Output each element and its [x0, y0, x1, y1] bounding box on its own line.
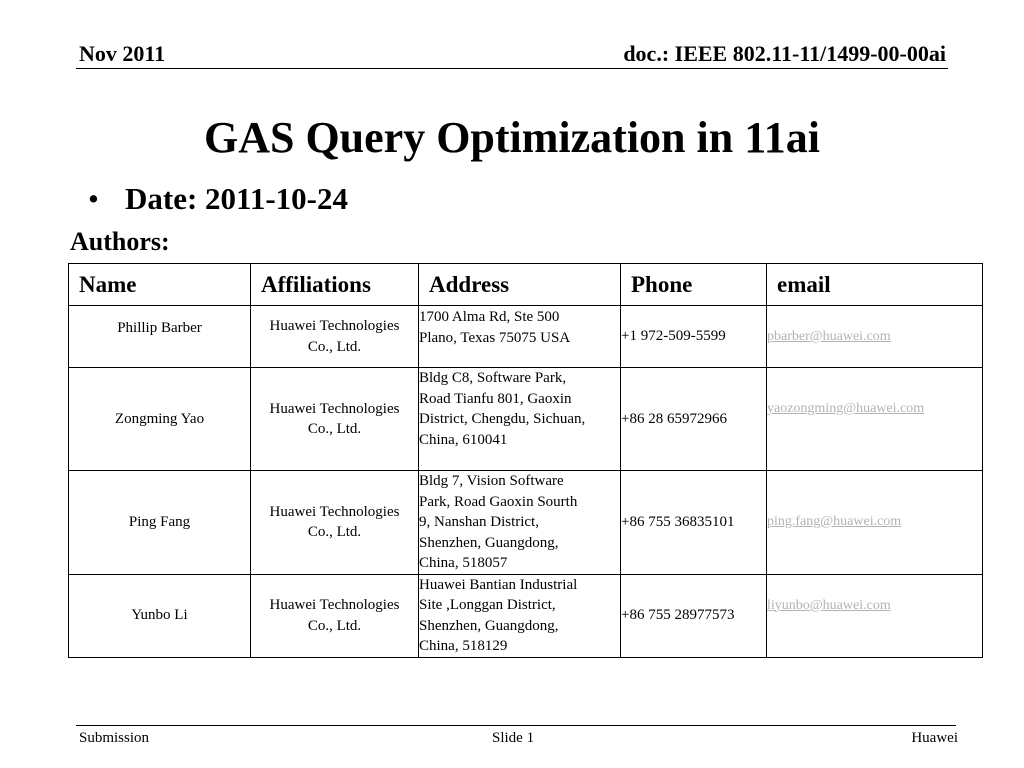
author-phone: +1 972-509-5599: [621, 306, 767, 368]
address-line: District, Chengdu, Sichuan,: [419, 411, 586, 427]
affiliation-line: Co., Ltd.: [307, 421, 362, 437]
address-line: 1700 Alma Rd, Ste 500: [419, 309, 560, 325]
author-affiliation: [251, 306, 419, 368]
address-line: Shenzhen, Guangdong,: [419, 617, 559, 634]
table-row: [69, 471, 983, 575]
address-line: Huawei Bantian Industrial: [419, 576, 578, 593]
bullet-icon: •: [88, 181, 99, 216]
author-email-cell: [767, 574, 983, 657]
date-bullet: [88, 180, 348, 218]
address-line: China, 610041: [419, 431, 508, 448]
author-address: [419, 574, 621, 657]
author-name: Yunbo Li: [69, 574, 251, 657]
address-line: Bldg 7, Vision Software: [419, 473, 564, 489]
address-line: Park, Road Gaoxin Sourth: [419, 493, 578, 510]
authors-table: [68, 263, 983, 658]
author-affiliation: [251, 574, 419, 657]
address-line: Bldg C8, Software Park,: [419, 370, 567, 386]
date-line: Date: 2011-10-24: [125, 181, 348, 216]
address-line: Shenzhen, Guangdong,: [419, 534, 559, 551]
author-name: Zongming Yao: [69, 368, 251, 471]
footer-submission: Submission: [79, 730, 150, 746]
author-email-cell: [767, 306, 983, 368]
author-email-link[interactable]: pbarber@huawei.com: [767, 328, 891, 344]
author-phone: +86 28 65972966: [621, 368, 767, 471]
column-header-phone: Phone: [621, 264, 767, 306]
author-email-link[interactable]: yaozongming@huawei.com: [767, 401, 925, 416]
affiliation-line: Co., Ltd.: [307, 338, 362, 355]
affiliation-line: Huawei Technologies: [269, 318, 400, 334]
author-email-link[interactable]: liyunbo@huawei.com: [767, 597, 891, 613]
address-line: 9, Nanshan District,: [419, 514, 539, 530]
header-divider: [76, 68, 948, 69]
author-name: Ping Fang: [69, 471, 251, 575]
author-email-link[interactable]: ping.fang@huawei.com: [767, 514, 902, 529]
table-row: [69, 368, 983, 471]
address-line: Plano, Texas 75075 USA: [419, 329, 571, 346]
column-header-name: Name: [69, 264, 251, 306]
author-address: [419, 306, 621, 368]
author-affiliation: [251, 471, 419, 575]
affiliation-line: Huawei Technologies: [269, 597, 400, 613]
affiliation-line: Co., Ltd.: [307, 617, 362, 634]
footer-company: Huawei: [911, 730, 958, 746]
author-phone: +86 755 28977573: [621, 574, 767, 657]
author-email-cell: [767, 368, 983, 471]
footer-slide-number: Slide 1: [492, 730, 535, 746]
address-line: Site ,Longgan District,: [419, 597, 556, 613]
address-line: China, 518057: [419, 555, 508, 571]
column-header-email: email: [767, 264, 983, 306]
column-header-affiliations: Affiliations: [251, 264, 419, 306]
author-address: [419, 368, 621, 471]
authors-label: Authors:: [70, 227, 170, 256]
table-header-row: [69, 264, 983, 306]
author-email-cell: [767, 471, 983, 575]
header-doc-id: doc.: IEEE 802.11-11/1499-00-00ai: [623, 41, 946, 66]
author-phone: +86 755 36835101: [621, 471, 767, 575]
author-affiliation: [251, 368, 419, 471]
address-line: China, 518129: [419, 638, 508, 654]
table-row: [69, 574, 983, 657]
address-line: Road Tianfu 801, Gaoxin: [419, 390, 572, 407]
footer-divider: [76, 725, 956, 726]
author-name: Phillip Barber: [69, 306, 251, 368]
affiliation-line: Huawei Technologies: [269, 400, 400, 417]
header-date: Nov 2011: [79, 41, 166, 66]
affiliation-line: Huawei Technologies: [269, 503, 400, 520]
author-address: [419, 471, 621, 575]
slide-title: GAS Query Optimization in 11ai: [203, 113, 821, 162]
column-header-address: Address: [419, 264, 621, 306]
affiliation-line: Co., Ltd.: [307, 524, 362, 541]
table-row: [69, 306, 983, 368]
